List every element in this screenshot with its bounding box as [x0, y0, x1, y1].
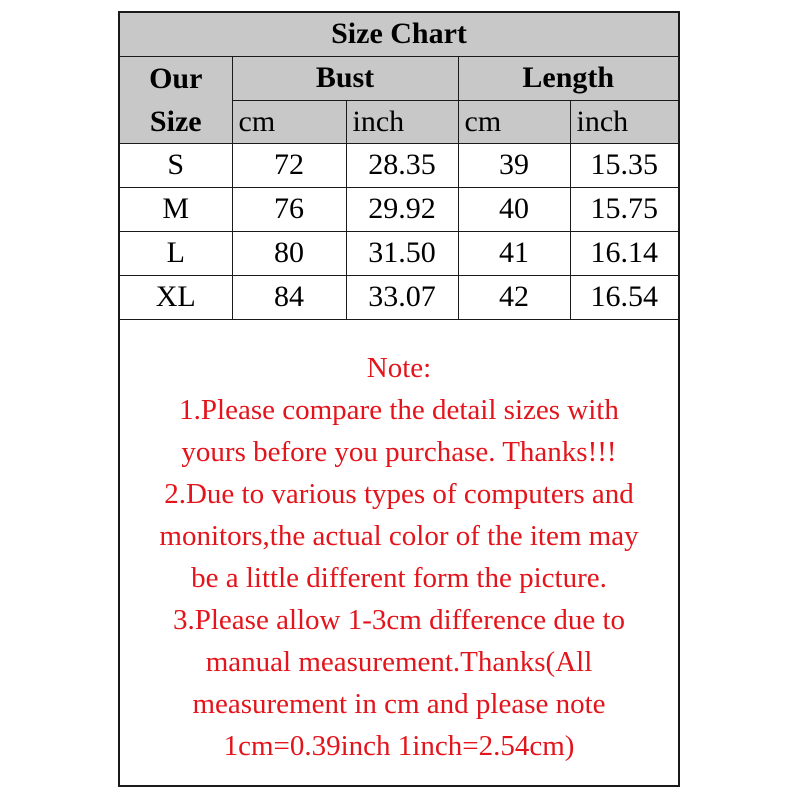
bust-cm-cell: 76 [232, 187, 346, 231]
length-inch-cell: 15.35 [570, 143, 678, 187]
length-inch-unit: inch [570, 100, 678, 143]
bust-inch-cell: 33.07 [346, 275, 458, 319]
note-line: 1.Please compare the detail sizes with [179, 394, 619, 426]
size-table [120, 13, 678, 320]
note-line: monitors,the actual color of the item may [159, 520, 639, 552]
length-cm-unit: cm [458, 100, 570, 143]
note-line: manual measurement.Thanks(All [205, 646, 593, 678]
table-title: Size Chart [120, 13, 678, 56]
our-size-header [120, 56, 232, 143]
length-cm-cell: 40 [458, 187, 570, 231]
size-cell: L [120, 231, 232, 275]
size-cell: S [120, 143, 232, 187]
note-line: be a little different form the picture. [191, 562, 607, 594]
size-cell: XL [120, 275, 232, 319]
length-inch-cell: 16.54 [570, 275, 678, 319]
note-line: 3.Please allow 1-3cm difference due to [172, 604, 626, 636]
bust-inch-unit: inch [346, 100, 458, 143]
bust-inch-cell: 28.35 [346, 143, 458, 187]
table-row [120, 275, 678, 319]
our-size-header-line2: Size [149, 104, 202, 138]
size-chart [118, 11, 680, 787]
length-cm-cell: 42 [458, 275, 570, 319]
note-line: measurement in cm and please note [192, 688, 606, 720]
bust-cm-cell: 72 [232, 143, 346, 187]
table-row [120, 143, 678, 187]
note-heading: Note: [366, 352, 432, 384]
length-cm-cell: 41 [458, 231, 570, 275]
note-block [120, 347, 678, 767]
note-line: yours before you purchase. Thanks!!! [181, 436, 617, 468]
length-inch-cell: 15.75 [570, 187, 678, 231]
our-size-header-line1: Our [149, 61, 203, 95]
length-header: Length [458, 56, 678, 100]
bust-inch-cell: 31.50 [346, 231, 458, 275]
note-line: 2.Due to various types of computers and [164, 478, 634, 510]
bust-header: Bust [232, 56, 458, 100]
bust-cm-cell: 84 [232, 275, 346, 319]
table-row [120, 231, 678, 275]
bust-cm-cell: 80 [232, 231, 346, 275]
length-cm-cell: 39 [458, 143, 570, 187]
length-inch-cell: 16.14 [570, 231, 678, 275]
bust-cm-unit: cm [232, 100, 346, 143]
table-row [120, 187, 678, 231]
size-cell: M [120, 187, 232, 231]
note-line: 1cm=0.39inch 1inch=2.54cm) [223, 730, 575, 762]
bust-inch-cell: 29.92 [346, 187, 458, 231]
